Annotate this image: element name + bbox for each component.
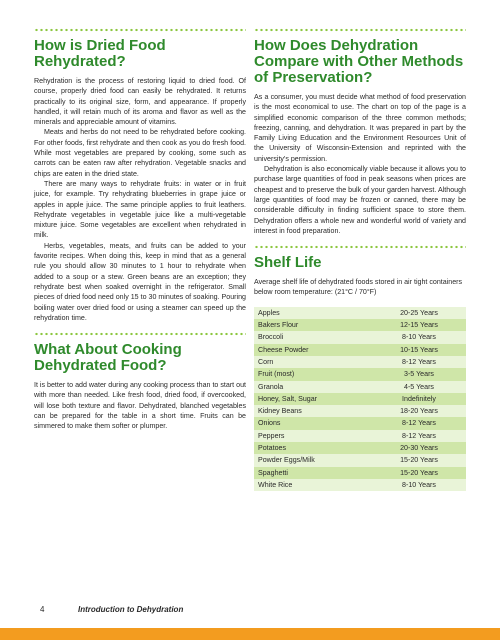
food-cell: Powder Eggs/Milk xyxy=(254,454,372,466)
footer-title: Introduction to Dehydration xyxy=(78,605,184,614)
heading-dehydration-compare: How Does Dehydration Compare with Other Methods of Preservation? xyxy=(254,37,464,86)
food-cell: Potatoes xyxy=(254,442,372,454)
paragraph: It is better to add water during any cooking process than to start out with more than needed. Like fresh food, dried food, if overcooked, will lose both texture and flavor. Dehydrated, blanched vegetables can be prepared for the table in a short time. Fruits can be simmered to make them softer or plumper. xyxy=(34,381,246,431)
heading-dried-food-rehydrated: How is Dried Food Rehydrated? xyxy=(34,37,166,70)
food-cell: Apples xyxy=(254,307,372,319)
food-cell: Onions xyxy=(254,417,372,429)
years-cell: 8-12 Years xyxy=(372,430,466,442)
food-cell: Fruit (most) xyxy=(254,368,372,380)
dotted-divider xyxy=(254,245,466,249)
paragraph: Rehydration is the process of restoring liquid to dried food. Of course, properly dried food can easily be rehydrated. It returns practically to its original size, form, and appearance. If properly handled, it will retain much of its aroma and flavor as well as the minerals and appreciable amount of vitamins. xyxy=(34,77,246,127)
dotted-divider xyxy=(34,28,246,32)
paragraph: Herbs, vegetables, meats, and fruits can be added to your favorite recipes. When doing this, keep in mind that as a general rule you should allow 30 minutes to 1 hour to rehydrate when added to a soup or a stew. Green beans are an exception; they rehydrate best when soaked overnight in the refrigerator. Small pieces of dried food need only 15 to 30 minutes of soaking. Pouring boiling water over dried food or using a steamer can speed up the rehydration time. xyxy=(34,241,246,322)
years-cell: 15-20 Years xyxy=(372,454,466,466)
years-cell: 3-5 Years xyxy=(372,368,466,380)
heading-cooking-dehydrated-food: What About Cooking Dehydrated Food? xyxy=(34,341,182,375)
years-cell: 20-30 Years xyxy=(372,442,466,454)
dotted-divider xyxy=(254,28,466,32)
years-cell: 12-15 Years xyxy=(372,319,466,331)
food-cell: Broccoli xyxy=(254,331,372,343)
heading-shelf-life: Shelf Life xyxy=(254,254,322,272)
shelf-life-intro: Average shelf life of dehydrated foods stored in air tight containers below room temperature: (21°C / 70°F) xyxy=(254,278,463,297)
table-row xyxy=(254,405,466,417)
food-cell: Honey, Salt, Sugar xyxy=(254,393,372,405)
table-row xyxy=(254,454,466,466)
food-cell: Corn xyxy=(254,356,372,368)
table-row xyxy=(254,307,466,319)
years-cell: 18-20 Years xyxy=(372,405,466,417)
food-cell: Peppers xyxy=(254,430,372,442)
table-row xyxy=(254,381,466,393)
left-column xyxy=(34,28,246,432)
years-cell: Indefinitely xyxy=(372,393,466,405)
years-cell: 20-25 Years xyxy=(372,307,466,319)
table-row xyxy=(254,344,466,356)
paragraph: Meats and herbs do not need to be rehydrated before cooking. For other foods, first rehydrate and then cook as you do fresh food. While most vegetables are prepared by cooking, some such as carrots can be eaten raw after rehydration. Vegetable snacks and chips are eaten in the dried state. xyxy=(34,128,246,178)
table-row xyxy=(254,430,466,442)
years-cell: 8-10 Years xyxy=(372,331,466,343)
table-row xyxy=(254,319,466,331)
years-cell: 4-5 Years xyxy=(372,381,466,393)
years-cell: 15-20 Years xyxy=(372,467,466,479)
years-cell: 8-10 Years xyxy=(372,479,466,491)
shelf-life-table xyxy=(254,307,466,491)
table-row xyxy=(254,479,466,491)
table-row xyxy=(254,417,466,429)
paragraph: Dehydration is also economically viable because it allows you to purchase large quantities of food in peak seasons when prices are cheapest and to preserve the bulk of your garden harvest. Although large quantities of food may be frozen or canned, there may be considerable difficulty in finding sufficient space to store them. Dehydration offers a whole new and wonderful world of variety and interest in food preparation. xyxy=(254,165,466,235)
table-row xyxy=(254,393,466,405)
table-row xyxy=(254,368,466,380)
food-cell: Spaghetti xyxy=(254,467,372,479)
years-cell: 8-12 Years xyxy=(372,417,466,429)
paragraph: There are many ways to rehydrate fruits: in water or in fruit juice, for example. Try rehydrating blueberries in grape juice or apples in apple juice. The same principle applies to fruit leathers. Rehydrate vegetables in vegetable juice like a multi-vegetable mixture juice. Some vegetables are excellent when rehydrated in milk. xyxy=(34,179,246,240)
years-cell: 8-12 Years xyxy=(372,356,466,368)
right-column xyxy=(254,28,466,491)
years-cell: 10-15 Years xyxy=(372,344,466,356)
page-number: 4 xyxy=(40,605,45,614)
food-cell: Kidney Beans xyxy=(254,405,372,417)
table-row xyxy=(254,467,466,479)
paragraph: As a consumer, you must decide what method of food preservation is the most economical to use. The chart on top of the page is a simplified economic comparison of the three common methods; freezing, canning, and dehydration. It was prepared in part by the Family Living Education and the Environment Resources Unit of the University of Wisconsin-Extension and reprinted with the university's permission. xyxy=(254,93,466,163)
table-row xyxy=(254,331,466,343)
food-cell: Granola xyxy=(254,381,372,393)
footer-bar xyxy=(0,628,500,640)
table-row xyxy=(254,356,466,368)
dotted-divider xyxy=(34,332,246,336)
food-cell: White Rice xyxy=(254,479,372,491)
table-row xyxy=(254,442,466,454)
food-cell: Bakers Flour xyxy=(254,319,372,331)
food-cell: Cheese Powder xyxy=(254,344,372,356)
